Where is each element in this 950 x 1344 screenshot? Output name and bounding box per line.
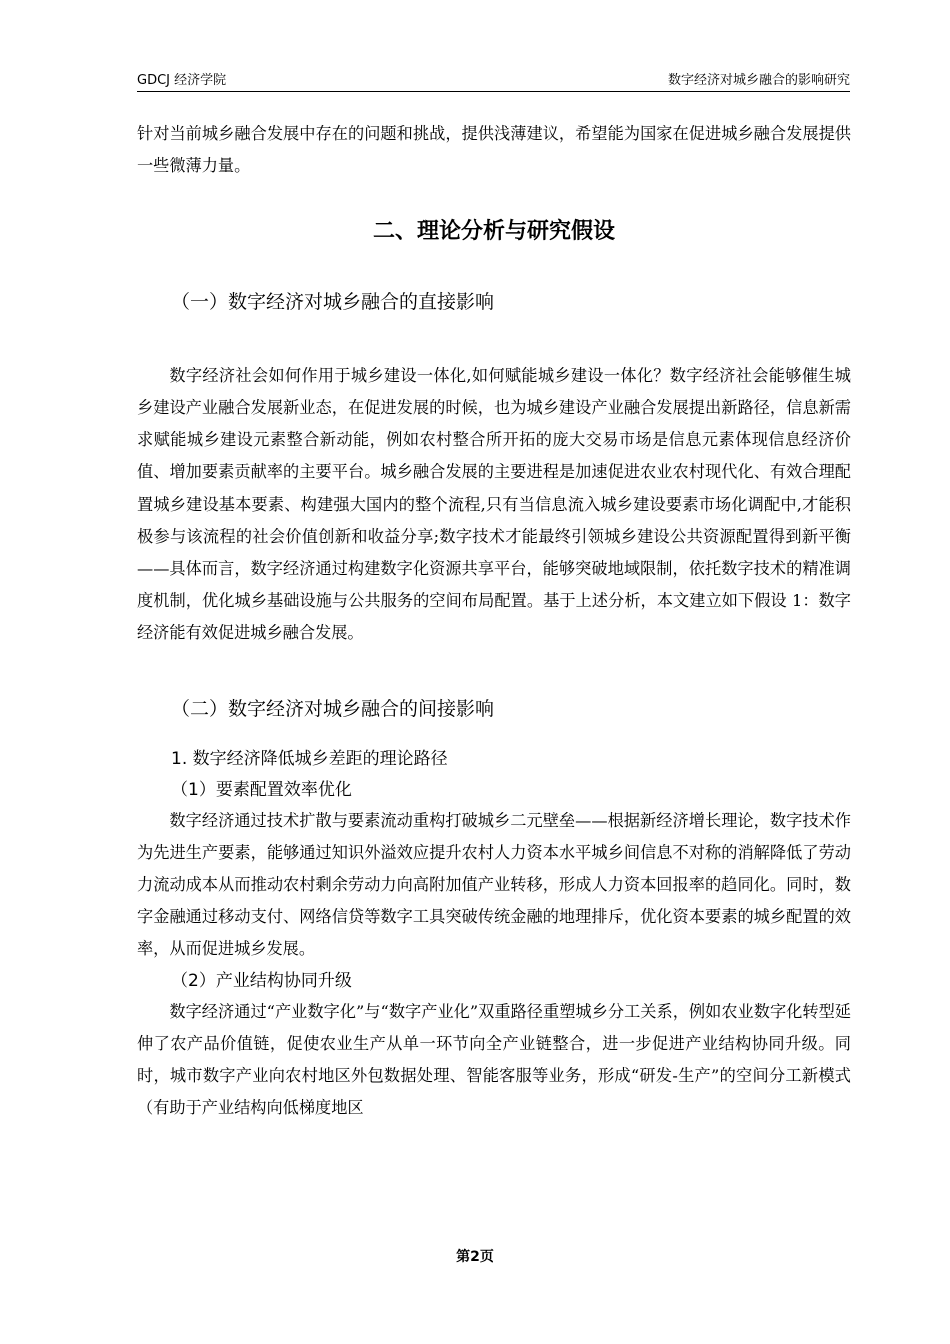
page-header bbox=[137, 66, 850, 92]
subsection-1-paragraph: 数字经济社会如何作用于城乡建设一体化,如何赋能城乡建设一体化？数字经济社会能够催生城乡建设产业融合发展新业态，在促进发展的时候，也为城乡建设产业融合发展提出新路径，信息新需求赋能城乡建设元素整合新动能，例如农村整合所开拓的庞大交易市场是信息元素体现信息经济价值、增加要素贡献率的主要平台。城乡融合发展的主要进程是加速促进农业农村现代化、有效合理配置城乡建设基本要素、构建强大国内的整个流程,只有当信息流入城乡建设要素市场化调配中,才能积极参与该流程的社会价值创新和收益分享;数字技术才能最终引领城乡建设公共资源配置得到新平衡——具体而言，数字经济通过构建数字化资源共享平台，能够突破地域限制，依托数字技术的精准调度机制，优化城乡基础设施与公共服务的空间布局配置。基于上述分析，本文建立如下假设 1：数字经济能有效促进城乡融合发展。 bbox=[137, 366, 851, 642]
subsection-2-title: （二）数字经济对城乡融合的间接影响 bbox=[171, 698, 495, 721]
page-body bbox=[137, 118, 851, 1124]
intro-paragraph: 针对当前城乡融合发展中存在的问题和挑战，提供浅薄建议，希望能为国家在促进城乡融合发展提供一些微薄力量。 bbox=[137, 124, 851, 176]
item-2-title: （2）产业结构协同升级 bbox=[171, 970, 352, 991]
item-1-paragraph: 数字经济通过技术扩散与要素流动重构打破城乡二元壁垒——根据新经济增长理论，数字技术作为先进生产要素，能够通过知识外溢效应提升农村人力资本水平城乡间信息不对称的消解降低了劳动力流动成本从而推动农村剩余劳动力向高附加值产业转移，形成人力资本回报率的趋同化。同时，数字金融通过移动支付、网络信贷等数字工具突破传统金融的地理排斥，优化资本要素的城乡配置的效率，从而促进城乡发展。 bbox=[137, 811, 851, 959]
item-2-paragraph: 数字经济通过“产业数字化”与“数字产业化”双重路径重塑城乡分工关系，例如农业数字化转型延伸了农产品价值链，促使农业生产从单一环节向全产业链整合，进一步促进产业结构协同升级。同时，城市数字产业向农村地区外包数据处理、智能客服等业务，形成“研发-生产”的空间分工新模式（有助于产业结构向低梯度地区 bbox=[137, 1001, 851, 1117]
page-number: 第2页 bbox=[456, 1249, 494, 1265]
header-right-text: 数字经济对城乡融合的影响研究 bbox=[667, 73, 850, 88]
item-1-title: （1）要素配置效率优化 bbox=[171, 780, 352, 801]
section-title: 二、理论分析与研究假设 bbox=[372, 219, 615, 245]
header-left-text: GDCJ 经济学院 bbox=[137, 73, 227, 88]
subsection-1-title: （一）数字经济对城乡融合的直接影响 bbox=[171, 291, 495, 314]
point-1-title: 1. 数字经济降低城乡差距的理论路径 bbox=[171, 749, 448, 770]
